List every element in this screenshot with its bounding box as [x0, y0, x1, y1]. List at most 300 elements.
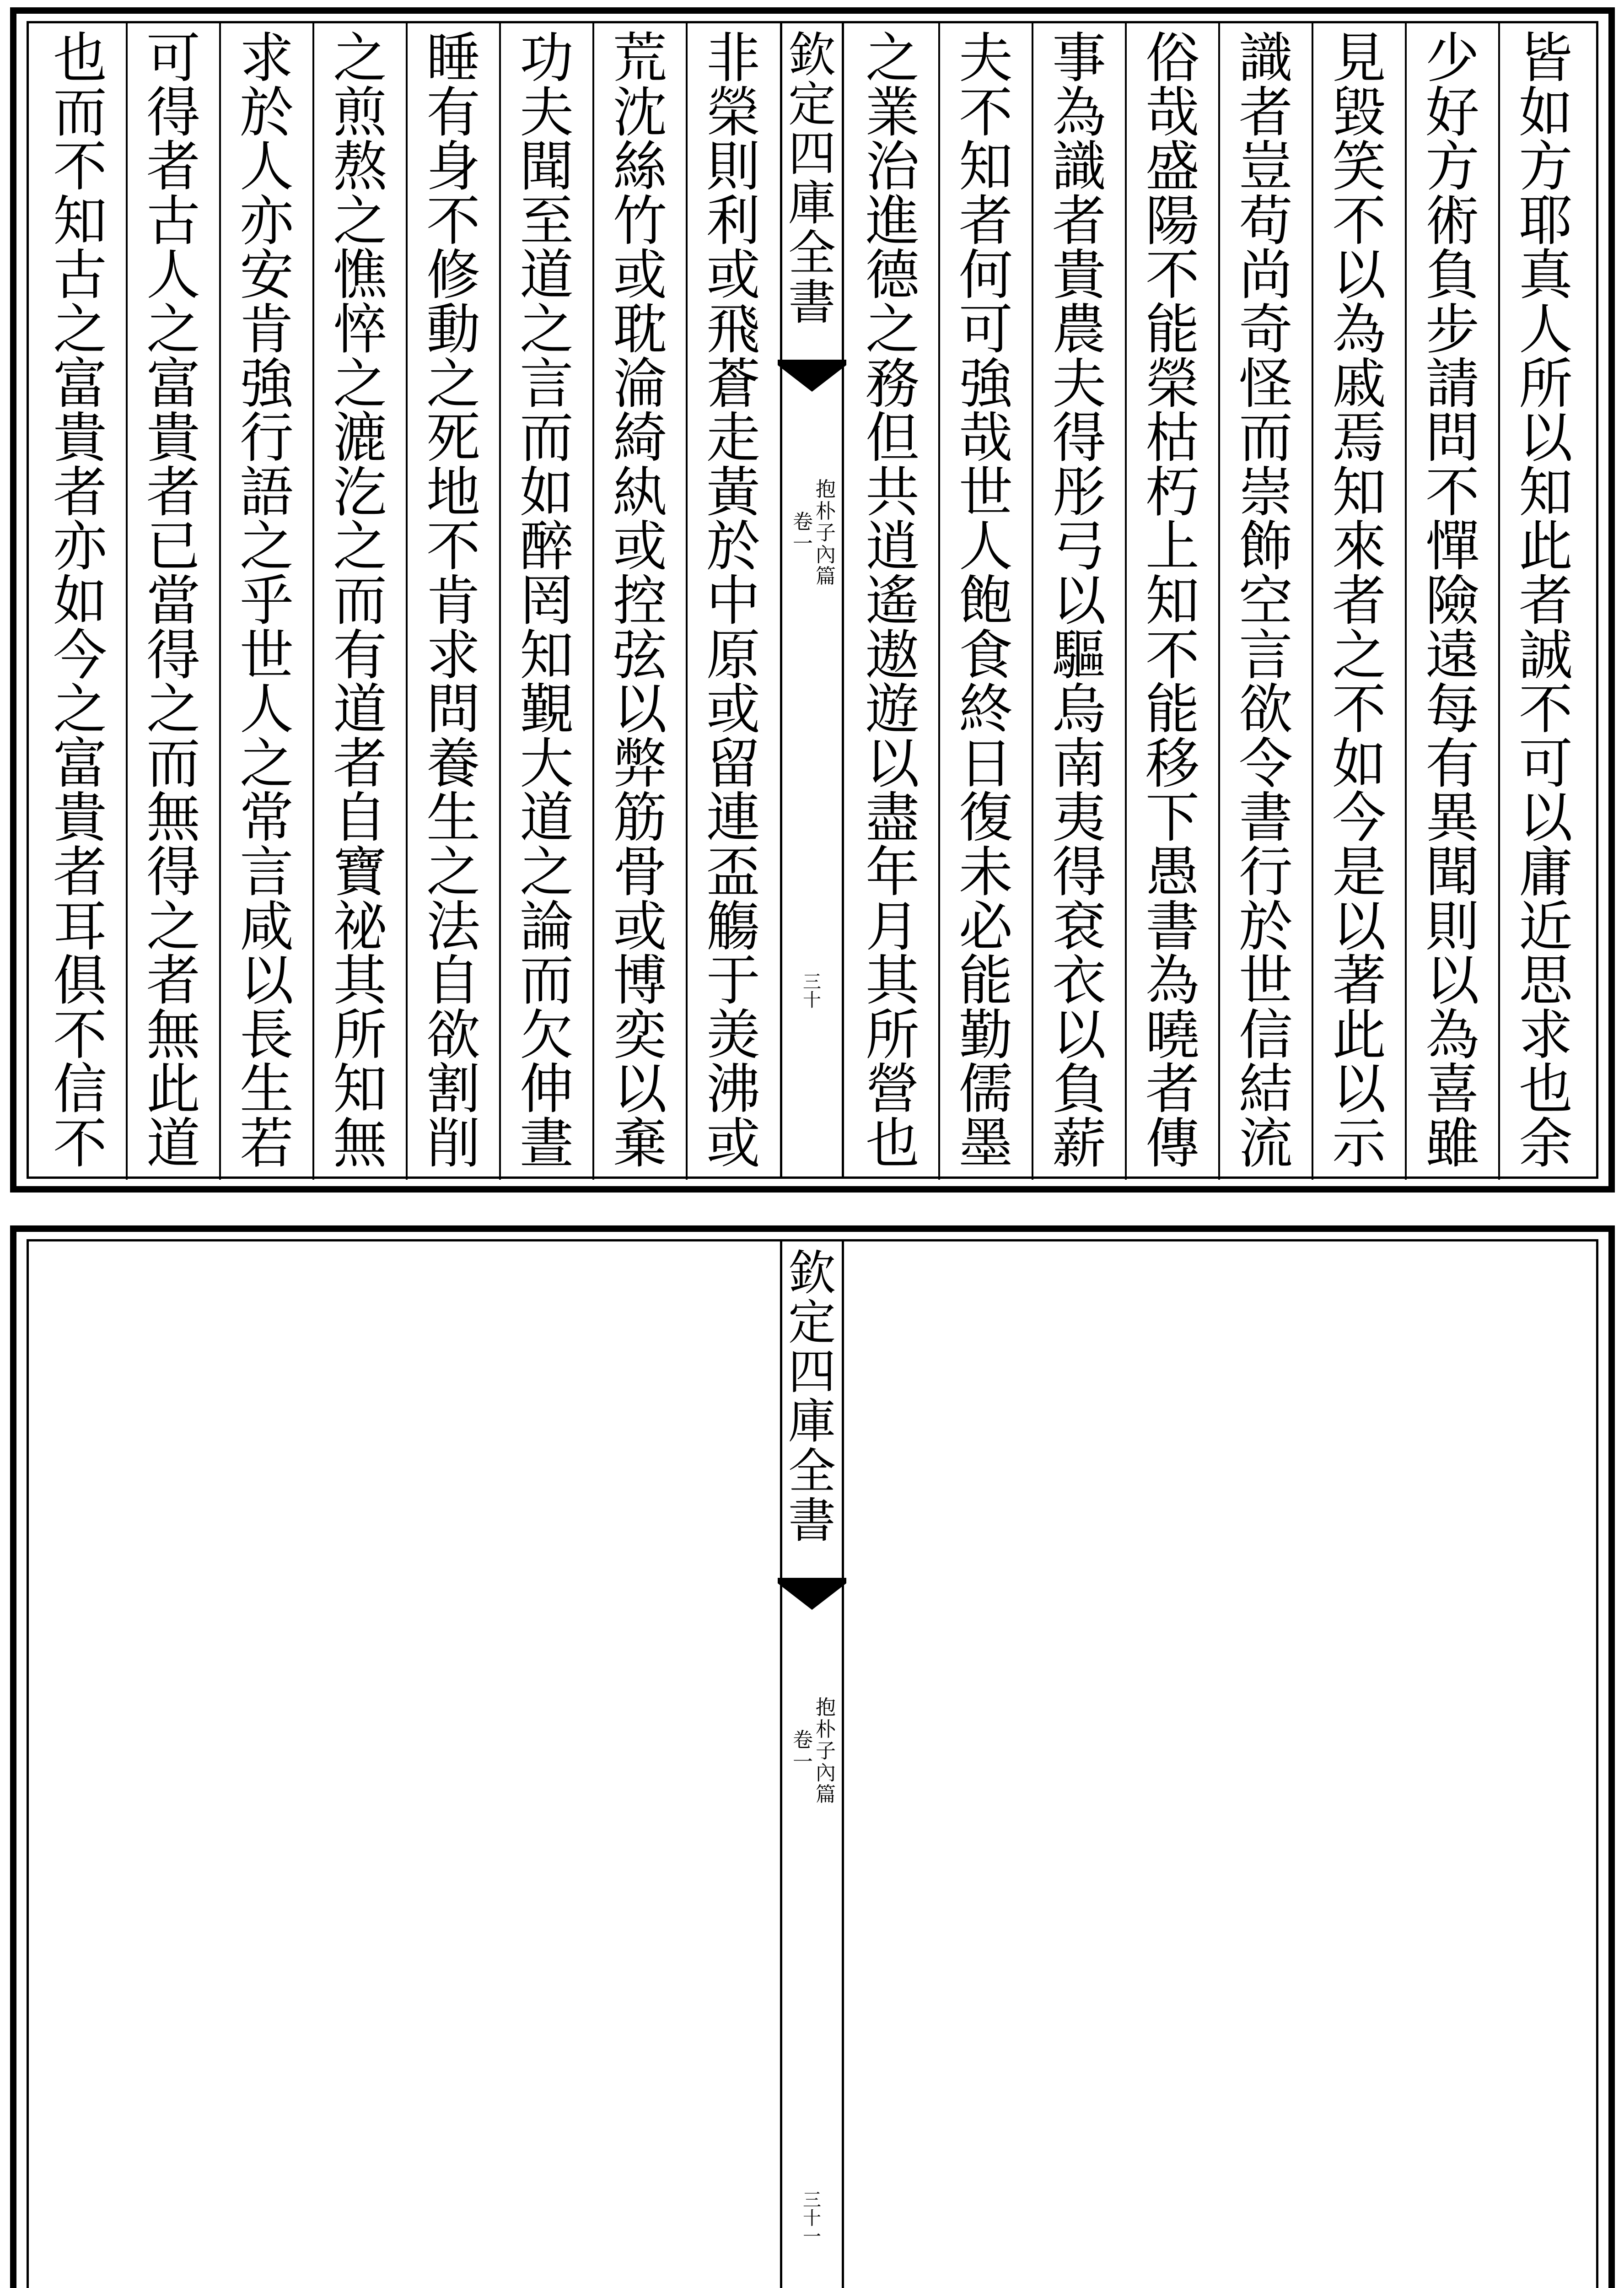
glyph: 信	[1238, 1003, 1293, 1067]
left-column-5	[313, 31, 407, 1171]
glyph: 請	[1425, 352, 1479, 416]
glyph: 者	[1518, 569, 1573, 632]
glyph: 至	[519, 189, 574, 253]
glyph: 或	[706, 678, 760, 741]
glyph: 留	[706, 732, 760, 795]
glyph: 者	[146, 135, 200, 199]
glyph: 聞	[1425, 840, 1479, 904]
glyph: 或	[613, 515, 667, 578]
glyph: 榮	[706, 81, 760, 144]
glyph: 此	[1518, 515, 1573, 578]
glyph: 求	[239, 31, 294, 90]
glyph: 耽	[613, 297, 667, 361]
glyph: 令	[1238, 732, 1293, 795]
glyph: 世	[239, 623, 294, 687]
glyph: 黃	[706, 460, 760, 524]
glyph: 之	[333, 515, 387, 578]
glyph: 貴	[1052, 243, 1106, 307]
glyph: 自	[426, 949, 480, 1013]
glyph: 有	[333, 623, 387, 687]
glyph: 不	[1145, 623, 1199, 687]
glyph: 空	[1238, 569, 1293, 632]
glyph: 不	[53, 1112, 107, 1171]
right-column-1	[1499, 31, 1592, 1171]
glyph: 而	[519, 406, 574, 470]
glyph: 之	[239, 515, 294, 578]
glyph: 於	[1238, 895, 1293, 958]
subtitle-book: 抱 朴 子 內 篇	[816, 478, 836, 588]
glyph: 墨	[958, 1112, 1013, 1171]
glyph: 驅	[1052, 623, 1106, 687]
glyph: 之	[865, 31, 920, 90]
glyph: 寶	[333, 840, 387, 904]
glyph: 晝	[519, 1112, 574, 1171]
subtitle-volume: 卷 一	[793, 1728, 813, 1774]
glyph: 為	[1052, 81, 1106, 144]
glyph: 絲	[613, 135, 667, 199]
column-rule	[1405, 22, 1407, 1180]
glyph: 人	[239, 678, 294, 741]
glyph: 大	[519, 732, 574, 795]
glyph: 夫	[519, 81, 574, 144]
glyph: 負	[1425, 243, 1479, 307]
glyph: 可	[1518, 732, 1573, 795]
glyph: 則	[1425, 895, 1479, 958]
glyph: 來	[1332, 515, 1386, 578]
glyph: 生	[239, 1058, 294, 1121]
glyph: 以	[1518, 786, 1573, 850]
glyph: 負	[1052, 1058, 1106, 1121]
glyph: 之	[146, 678, 200, 741]
glyph: 道	[519, 786, 574, 850]
glyph: 之	[146, 297, 200, 361]
glyph: 亦	[53, 515, 107, 578]
glyph: 沈	[613, 81, 667, 144]
glyph: 得	[146, 840, 200, 904]
glyph: 或	[613, 895, 667, 958]
glyph: 以	[1518, 406, 1573, 470]
glyph: 尚	[1238, 243, 1293, 307]
glyph: 之	[239, 732, 294, 795]
glyph: 聞	[519, 135, 574, 199]
glyph: 人	[1518, 297, 1573, 361]
glyph: 之	[333, 31, 387, 90]
glyph: 求	[1518, 1003, 1573, 1067]
glyph: 飛	[706, 297, 760, 361]
glyph: 以	[1425, 949, 1479, 1013]
top-fish-tail-ornament	[778, 360, 846, 392]
glyph: 上	[1145, 515, 1199, 578]
glyph: 著	[1332, 949, 1386, 1013]
glyph: 下	[1145, 786, 1199, 850]
glyph: 悴	[333, 297, 387, 361]
glyph: 不	[1425, 460, 1479, 524]
glyph: 有	[1425, 732, 1479, 795]
glyph: 盡	[865, 786, 920, 850]
glyph: 書	[1145, 895, 1199, 958]
glyph: 以	[1332, 1058, 1386, 1121]
glyph: 逍	[865, 515, 920, 578]
glyph: 其	[333, 949, 387, 1013]
glyph: 以	[613, 1058, 667, 1121]
glyph: 則	[706, 135, 760, 199]
glyph: 無	[146, 1003, 200, 1067]
glyph: 于	[706, 949, 760, 1013]
glyph: 不	[1518, 678, 1573, 741]
glyph: 而	[1238, 406, 1293, 470]
glyph: 而	[333, 569, 387, 632]
glyph: 所	[1518, 352, 1573, 416]
glyph: 如	[1518, 81, 1573, 144]
glyph: 結	[1238, 1058, 1293, 1121]
glyph: 復	[958, 786, 1013, 850]
glyph: 罔	[519, 569, 574, 632]
glyph: 已	[146, 515, 200, 578]
glyph: 羙	[706, 1003, 760, 1067]
glyph: 也	[1518, 1058, 1573, 1121]
column-rule	[1032, 22, 1033, 1180]
glyph: 而	[53, 81, 107, 144]
glyph: 憔	[333, 243, 387, 307]
glyph: 強	[239, 352, 294, 416]
glyph: 皆	[1518, 31, 1573, 90]
glyph: 盛	[1145, 135, 1199, 199]
bottom-center-subtitle	[790, 1697, 838, 1806]
glyph: 此	[146, 1058, 200, 1121]
column-rule	[406, 22, 408, 1180]
glyph: 欲	[1238, 678, 1293, 741]
glyph: 骨	[613, 840, 667, 904]
glyph: 共	[865, 460, 920, 524]
column-rule	[592, 22, 594, 1180]
glyph: 薪	[1052, 1112, 1106, 1171]
glyph: 不	[53, 135, 107, 199]
glyph: 治	[865, 135, 920, 199]
glyph: 未	[958, 840, 1013, 904]
glyph: 人	[239, 135, 294, 199]
glyph: 修	[426, 243, 480, 307]
left-column-1	[687, 31, 780, 1171]
glyph: 枯	[1145, 406, 1199, 470]
glyph: 若	[239, 1112, 294, 1171]
glyph: 見	[1332, 31, 1386, 90]
glyph: 遠	[1425, 623, 1479, 687]
glyph: 雖	[1425, 1112, 1479, 1171]
glyph: 之	[426, 352, 480, 416]
right-column-2	[1406, 31, 1499, 1171]
glyph: 盃	[706, 840, 760, 904]
glyph: 陽	[1145, 189, 1199, 253]
glyph: 夫	[1052, 352, 1106, 416]
glyph: 苟	[1238, 189, 1293, 253]
glyph: 法	[426, 895, 480, 958]
glyph: 伸	[519, 1058, 574, 1121]
column-rule	[219, 22, 221, 1180]
glyph: 身	[426, 135, 480, 199]
glyph: 但	[865, 406, 920, 470]
glyph: 道	[519, 243, 574, 307]
column-rule	[1125, 22, 1127, 1180]
glyph: 余	[1518, 1112, 1573, 1171]
glyph: 近	[1518, 895, 1573, 958]
glyph: 富	[53, 732, 107, 795]
glyph: 以	[239, 949, 294, 1013]
glyph: 無	[146, 786, 200, 850]
glyph: 毀	[1332, 81, 1386, 144]
glyph: 耳	[53, 895, 107, 958]
glyph: 曉	[1145, 1003, 1199, 1067]
bottom-center-column	[780, 1239, 844, 2288]
glyph: 原	[706, 623, 760, 687]
glyph: 連	[706, 786, 760, 850]
glyph: 煎	[333, 81, 387, 144]
glyph: 德	[865, 243, 920, 307]
glyph: 不	[1332, 189, 1386, 253]
column-rule	[1218, 22, 1220, 1180]
glyph: 月	[865, 895, 920, 958]
glyph: 者	[1238, 81, 1293, 144]
glyph: 好	[1425, 81, 1479, 144]
glyph: 遙	[865, 569, 920, 632]
subtitle-volume: 卷 一	[793, 510, 813, 556]
glyph: 動	[426, 297, 480, 361]
column-rule	[1498, 22, 1500, 1180]
glyph: 日	[958, 732, 1013, 795]
right-column-5	[1126, 31, 1219, 1171]
glyph: 睡	[426, 31, 480, 90]
glyph: 勤	[958, 1003, 1013, 1067]
glyph: 誠	[1518, 623, 1573, 687]
glyph: 務	[865, 352, 920, 416]
glyph: 以	[1332, 895, 1386, 958]
glyph: 生	[426, 786, 480, 850]
glyph: 以	[1052, 569, 1106, 632]
glyph: 語	[239, 460, 294, 524]
glyph: 有	[426, 81, 480, 144]
glyph: 不	[426, 189, 480, 253]
glyph: 之	[865, 297, 920, 361]
glyph: 何	[958, 243, 1013, 307]
column-rule	[126, 22, 128, 1180]
glyph: 傳	[1145, 1112, 1199, 1171]
glyph: 荒	[613, 31, 667, 90]
glyph: 知	[519, 623, 574, 687]
glyph: 者	[1332, 569, 1386, 632]
glyph: 必	[958, 895, 1013, 958]
glyph: 如	[519, 460, 574, 524]
glyph: 知	[1145, 569, 1199, 632]
glyph: 奇	[1238, 297, 1293, 361]
glyph: 識	[1238, 31, 1293, 90]
glyph: 不	[1332, 678, 1386, 741]
glyph: 問	[426, 678, 480, 741]
glyph: 覲	[519, 678, 574, 741]
glyph: 之	[333, 352, 387, 416]
glyph: 險	[1425, 569, 1479, 632]
page-mark-text: 三 十	[803, 971, 821, 1011]
glyph: 以	[1052, 1003, 1106, 1067]
bottom-center-title: 欽 定 四 庫 全 書	[788, 1245, 836, 1549]
glyph: 知	[53, 189, 107, 253]
glyph: 筋	[613, 786, 667, 850]
glyph: 哉	[958, 406, 1013, 470]
glyph: 者	[53, 460, 107, 524]
glyph: 之	[426, 840, 480, 904]
glyph: 俗	[1145, 31, 1199, 90]
glyph: 示	[1332, 1112, 1386, 1171]
glyph: 能	[1145, 297, 1199, 361]
glyph: 其	[865, 949, 920, 1013]
page-mark-text: 三 十 一	[803, 2190, 821, 2247]
glyph: 者	[1052, 189, 1106, 253]
glyph: 貴	[53, 406, 107, 470]
glyph: 者	[146, 949, 200, 1013]
glyph: 或	[706, 243, 760, 307]
bottom-fish-tail-ornament	[778, 1578, 846, 1610]
right-column-4	[1219, 31, 1312, 1171]
glyph: 笑	[1332, 135, 1386, 199]
glyph: 流	[1238, 1112, 1293, 1171]
glyph: 飽	[958, 569, 1013, 632]
glyph: 夫	[958, 31, 1013, 90]
glyph: 無	[333, 1112, 387, 1171]
glyph: 不	[426, 515, 480, 578]
glyph: 業	[865, 81, 920, 144]
glyph: 古	[146, 189, 200, 253]
glyph: 不	[1145, 243, 1199, 307]
glyph: 以	[1332, 243, 1386, 307]
glyph: 南	[1052, 732, 1106, 795]
glyph: 異	[1425, 786, 1479, 850]
glyph: 觴	[706, 895, 760, 958]
right-column-7	[939, 31, 1032, 1171]
glyph: 遊	[865, 678, 920, 741]
left-column-3	[500, 31, 593, 1171]
glyph: 漉	[333, 406, 387, 470]
glyph: 哉	[1145, 81, 1199, 144]
glyph: 遨	[865, 623, 920, 687]
glyph: 知	[958, 135, 1013, 199]
glyph: 步	[1425, 297, 1479, 361]
glyph: 可	[146, 31, 200, 90]
glyph: 焉	[1332, 406, 1386, 470]
glyph: 蒼	[706, 352, 760, 416]
glyph: 或	[706, 1112, 760, 1171]
glyph: 祕	[333, 895, 387, 958]
column-rule	[499, 22, 501, 1180]
glyph: 古	[53, 243, 107, 307]
glyph: 非	[706, 31, 760, 90]
glyph: 儒	[958, 1058, 1013, 1121]
glyph: 信	[53, 1058, 107, 1121]
glyph: 醉	[519, 515, 574, 578]
glyph: 衣	[1052, 949, 1106, 1013]
glyph: 移	[1145, 732, 1199, 795]
glyph: 能	[958, 949, 1013, 1013]
glyph: 地	[426, 460, 480, 524]
glyph: 俱	[53, 949, 107, 1013]
glyph: 奕	[613, 1003, 667, 1067]
glyph: 死	[426, 406, 480, 470]
glyph: 者	[1145, 1058, 1199, 1121]
glyph: 亦	[239, 189, 294, 253]
glyph: 為	[1145, 949, 1199, 1013]
left-column-7	[127, 31, 220, 1171]
glyph: 之	[519, 297, 574, 361]
glyph: 所	[333, 1003, 387, 1067]
glyph: 削	[426, 1112, 480, 1171]
glyph: 之	[53, 678, 107, 741]
top-page-mark	[782, 973, 842, 1009]
glyph: 食	[958, 623, 1013, 687]
glyph: 彤	[1052, 460, 1106, 524]
glyph: 憚	[1425, 515, 1479, 578]
glyph: 庸	[1518, 840, 1573, 904]
glyph: 也	[865, 1112, 920, 1171]
glyph: 營	[865, 1058, 920, 1121]
glyph: 為	[1332, 297, 1386, 361]
glyph: 走	[706, 406, 760, 470]
right-column-6	[1032, 31, 1126, 1171]
glyph: 今	[1332, 786, 1386, 850]
glyph: 不	[53, 1003, 107, 1067]
left-column-2	[593, 31, 687, 1171]
glyph: 道	[146, 1112, 200, 1171]
glyph: 紈	[613, 460, 667, 524]
glyph: 進	[865, 189, 920, 253]
glyph: 之	[333, 189, 387, 253]
bottom-page-mark	[782, 2191, 842, 2246]
glyph: 少	[1425, 31, 1479, 90]
glyph: 論	[519, 895, 574, 958]
glyph: 思	[1518, 949, 1573, 1013]
glyph: 言	[519, 352, 574, 416]
glyph: 如	[53, 569, 107, 632]
glyph: 識	[1052, 135, 1106, 199]
bottom-sheet	[0, 1217, 1624, 2288]
glyph: 者	[53, 840, 107, 904]
top-center-subtitle	[790, 479, 838, 588]
glyph: 每	[1425, 678, 1479, 741]
glyph: 強	[958, 352, 1013, 416]
glyph: 真	[1518, 243, 1573, 307]
glyph: 安	[239, 243, 294, 307]
glyph: 怪	[1238, 352, 1293, 416]
glyph: 知	[1518, 460, 1573, 524]
glyph: 於	[239, 81, 294, 144]
glyph: 年	[865, 840, 920, 904]
glyph: 人	[146, 243, 200, 307]
glyph: 或	[613, 243, 667, 307]
glyph: 言	[1238, 623, 1293, 687]
glyph: 書	[1238, 786, 1293, 850]
glyph: 弦	[613, 623, 667, 687]
glyph: 利	[706, 189, 760, 253]
glyph: 貴	[53, 786, 107, 850]
glyph: 咸	[239, 895, 294, 958]
glyph: 欲	[426, 1003, 480, 1067]
glyph: 袞	[1052, 895, 1106, 958]
right-column-3	[1312, 31, 1406, 1171]
glyph: 以	[613, 678, 667, 741]
glyph: 行	[239, 406, 294, 470]
glyph: 豈	[1238, 135, 1293, 199]
glyph: 行	[1238, 840, 1293, 904]
glyph: 常	[239, 786, 294, 850]
glyph: 此	[1332, 1003, 1386, 1067]
glyph: 戚	[1332, 352, 1386, 416]
glyph: 事	[1052, 31, 1106, 90]
